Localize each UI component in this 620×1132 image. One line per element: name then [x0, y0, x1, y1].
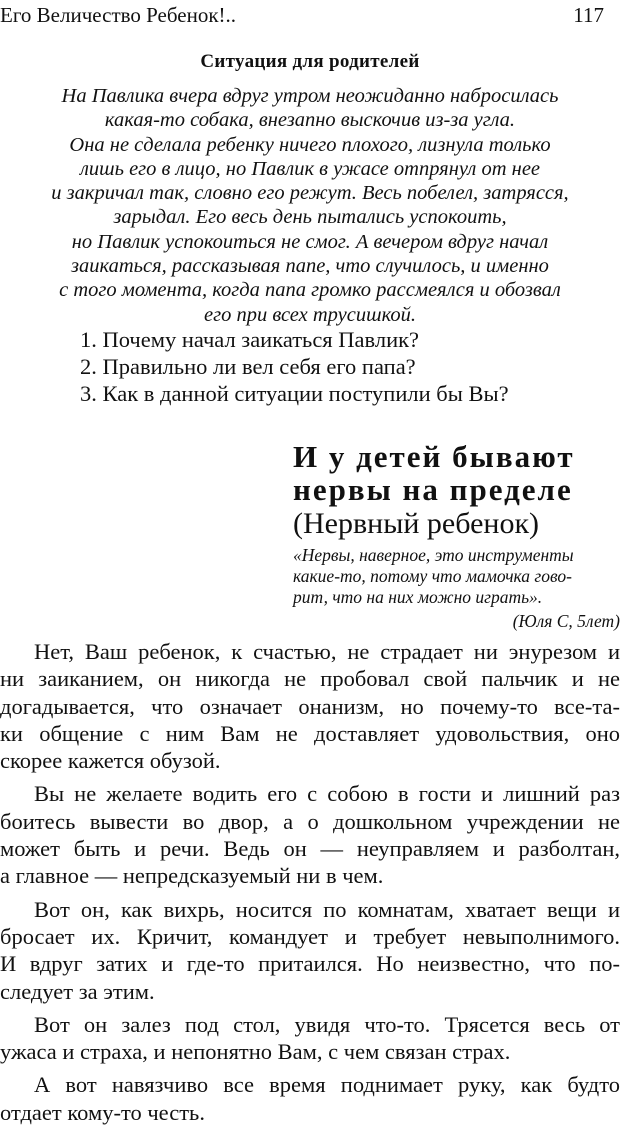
text-line: И вдруг затих и где-то притаился. Но неизвестно, что по-	[0, 951, 620, 977]
page-header	[0, 3, 604, 27]
text-line: скорее кажется обузой.	[0, 748, 221, 774]
text-line: следует за этим.	[0, 978, 155, 1004]
text-line: отдает кому-то честь.	[0, 1099, 205, 1125]
situation-line: какая-то собака, внезапно выскочив из-за угла.	[104, 109, 516, 132]
situation-line: Она не сделала ребенку ничего плохого, лизнула только	[69, 133, 551, 156]
question-item: 3. Как в данной ситуации поступили бы Вы?	[80, 381, 509, 406]
text-line: бросает их. Кричит, командует и требует невыполнимого.	[0, 923, 620, 949]
body-text	[0, 638, 620, 1132]
question-list	[80, 326, 600, 407]
situation-text	[0, 84, 620, 327]
situation-title: Ситуация для родителей	[200, 51, 420, 72]
epigraph-line: «Нервы, наверное, это инструменты	[293, 545, 574, 565]
text-line: ни заиканием, он никогда не пробовал свой пальчик и не	[0, 666, 620, 692]
situation-line: лишь его в лицо, но Павлик в ужасе отпрянул от нее	[79, 157, 541, 180]
paragraph	[0, 780, 620, 889]
text-line: может быть и речи. Ведь он — неуправляем и разболтан,	[0, 836, 620, 862]
text-line: догадывается, что означает онанизм, но почему-то все-та-	[0, 693, 620, 719]
situation-line: На Павлика вчера вдруг утром неожиданно набросилась	[61, 85, 559, 107]
situation-line: его при всех трусишкой.	[204, 303, 416, 326]
situation-line: но Павлик успокоиться не смог. А вечером вдруг начал	[71, 230, 549, 253]
text-line: Вы не желаете водить его с собою в гости и лишний раз	[34, 781, 620, 807]
text-line: Вот он залез под стол, увидя что-то. Трясется весь от	[34, 1011, 620, 1037]
text-line: боитесь вывести во двор, а о дошкольном учреждении не	[0, 808, 620, 834]
text-line: ки общение с ним Вам не доставляет удовольствия, оно	[0, 720, 620, 746]
chapter-title-line: нервы на пределе	[293, 472, 573, 507]
epigraph-line: рит, что на них можно играть».	[293, 587, 543, 607]
situation-line: зарыдал. Его весь день пытались успокоить,	[113, 206, 507, 229]
epigraph-line: какие-то, потому что мамочка гово-	[293, 566, 572, 586]
chapter-heading	[293, 440, 620, 632]
chapter-title-line: И у детей бывают	[293, 439, 575, 474]
paragraph	[0, 896, 620, 1005]
text-line: а главное — непредсказуемый ни в чем.	[0, 863, 384, 889]
chapter-subtitle: (Нервный ребенок)	[293, 507, 540, 540]
text-line: ужаса и страха, и непонятно Вам, с чем связан страх.	[0, 1039, 511, 1065]
text-line: А вот навязчиво все время поднимает руку, как будто	[34, 1072, 620, 1098]
situation-line: с того момента, когда папа громко рассмеялся и обозвал	[59, 279, 561, 302]
situation-line: заикаться, рассказывая папе, что случилось, и именно	[71, 255, 549, 278]
paragraph	[0, 1071, 620, 1126]
text-line: Нет, Ваш ребенок, к счастью, не страдает ни энурезом и	[34, 639, 620, 664]
question-item: 2. Правильно ли вел себя его папа?	[80, 354, 416, 379]
running-title: Его Величество Ребенок!..	[0, 3, 237, 27]
epigraph-author: (Юля С, 5лет)	[512, 611, 620, 631]
paragraph	[0, 1011, 620, 1066]
page-number: 117	[573, 3, 604, 27]
text-line: Вот он, как вихрь, носится по комнатам, хватает вещи и	[34, 896, 620, 922]
situation-line: и закричал так, словно его режут. Весь побелел, затрясся,	[51, 182, 569, 205]
question-item: 1. Почему начал заикаться Павлик?	[80, 327, 420, 352]
epigraph	[293, 545, 620, 608]
paragraph	[0, 638, 620, 774]
